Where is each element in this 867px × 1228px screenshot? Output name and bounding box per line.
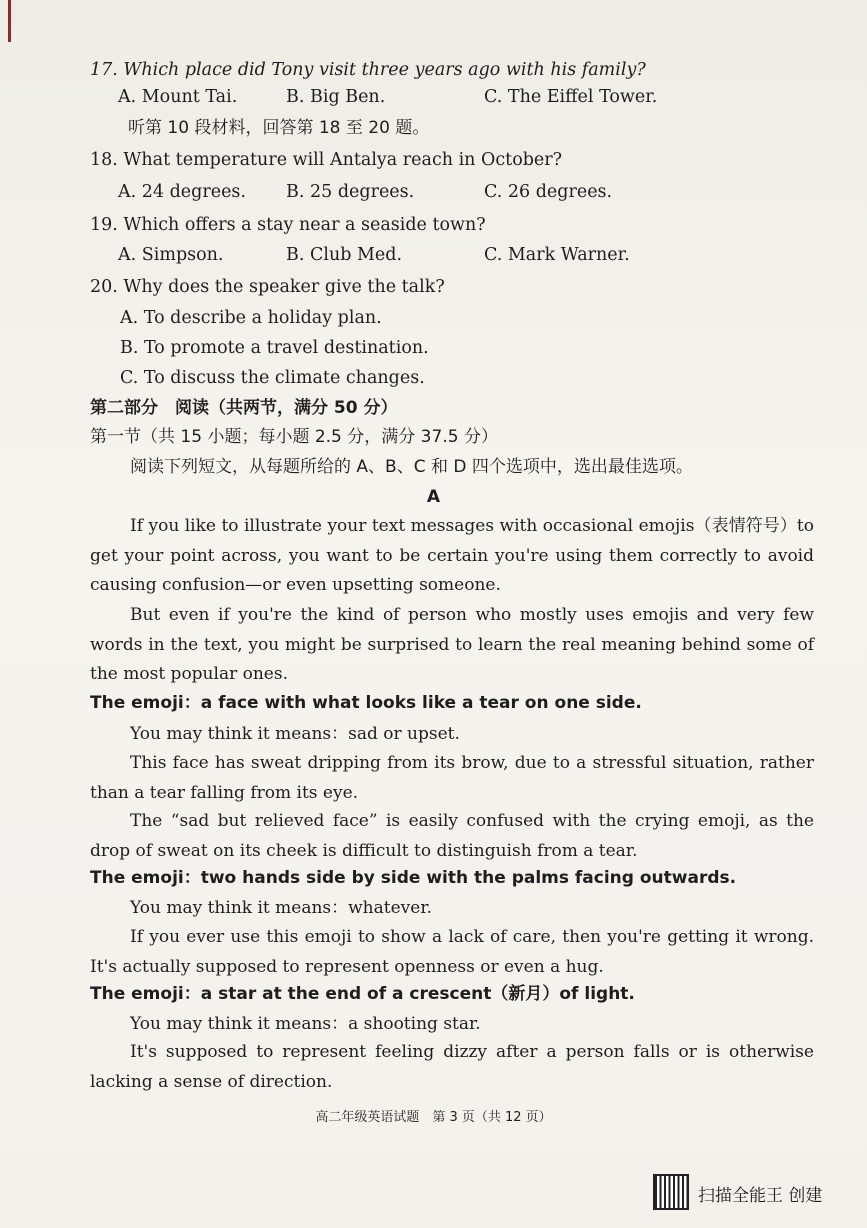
q20-option-c: C. To discuss the climate changes. xyxy=(120,368,425,388)
q20-option-b: B. To promote a travel destination. xyxy=(120,338,429,358)
emoji-heading-2: The emoji：two hands side by side with the palms facing outwards. xyxy=(90,868,737,888)
passage-paragraph-6: You may think it means：whatever. xyxy=(130,898,432,918)
q19-option-b: B. Club Med. xyxy=(286,245,403,265)
scanner-watermark: 扫描全能王 创建 xyxy=(698,1186,823,1206)
passage-paragraph-7: If you ever use this emoji to show a lack of care, then you're getting it wrong. It's actually supposed to represent openness or even a hug. xyxy=(90,927,814,977)
q19-option-a: A. Simpson. xyxy=(118,245,224,265)
question-20: 20. Why does the speaker give the talk? xyxy=(90,277,445,297)
listening-instruction-10: 听第 10 段材料，回答第 18 至 20 题。 xyxy=(128,118,430,138)
q17-option-c: C. The Eiffel Tower. xyxy=(484,87,658,107)
question-17: 17. Which place did Tony visit three years ago with his family? xyxy=(90,60,646,80)
part2-title: 第二部分 阅读（共两节，满分 50 分） xyxy=(90,398,398,418)
q17-option-b: B. Big Ben. xyxy=(286,87,386,107)
passage-paragraph-3: You may think it means：sad or upset. xyxy=(130,724,460,744)
question-19: 19. Which offers a stay near a seaside town? xyxy=(90,215,486,235)
q18-option-c: C. 26 degrees. xyxy=(484,182,613,202)
q17-option-a: A. Mount Tai. xyxy=(118,87,238,107)
passage-paragraph-2: But even if you're the kind of person who mostly uses emojis and very few words in the text, you might be surprised to learn the real meaning behind some of the most popular ones. xyxy=(90,605,814,684)
passage-paragraph-4: This face has sweat dripping from its brow, due to a stressful situation, rather than a tear falling from its eye. xyxy=(90,753,814,803)
scan-edge-mark xyxy=(8,0,11,42)
passage-paragraph-8: You may think it means：a shooting star. xyxy=(130,1014,481,1034)
emoji-heading-3: The emoji：a star at the end of a crescent（新月）of light. xyxy=(90,984,635,1004)
emoji-heading-1: The emoji：a face with what looks like a tear on one side. xyxy=(90,693,642,713)
passage-paragraph-1: If you like to illustrate your text messages with occasional emojis（表情符号）to get your point across, you want to be certain you're using them correctly to avoid causing confusion—or even upsetting someone. xyxy=(90,516,814,595)
page-footer: 高二年级英语试题 第 3 页（共 12 页） xyxy=(315,1110,552,1125)
question-18: 18. What temperature will Antalya reach in October? xyxy=(90,150,563,170)
reading-instruction: 阅读下列短文，从每题所给的 A、B、C 和 D 四个选项中，选出最佳选项。 xyxy=(130,457,693,477)
q18-option-a: A. 24 degrees. xyxy=(118,182,246,202)
passage-paragraph-9: It's supposed to represent feeling dizzy after a person falls or is otherwise lacking a sense of direction. xyxy=(90,1042,814,1092)
q18-option-b: B. 25 degrees. xyxy=(286,182,415,202)
q19-option-c: C. Mark Warner. xyxy=(484,245,630,265)
q20-option-a: A. To describe a holiday plan. xyxy=(120,308,382,328)
passage-label: A xyxy=(426,487,441,507)
qr-code-icon xyxy=(653,1174,689,1210)
section1-title: 第一节（共 15 小题；每小题 2.5 分，满分 37.5 分） xyxy=(90,427,498,447)
passage-paragraph-5: The “sad but relieved face” is easily confused with the crying emoji, as the drop of sweat on its cheek is difficult to distinguish from a tear. xyxy=(90,811,814,861)
